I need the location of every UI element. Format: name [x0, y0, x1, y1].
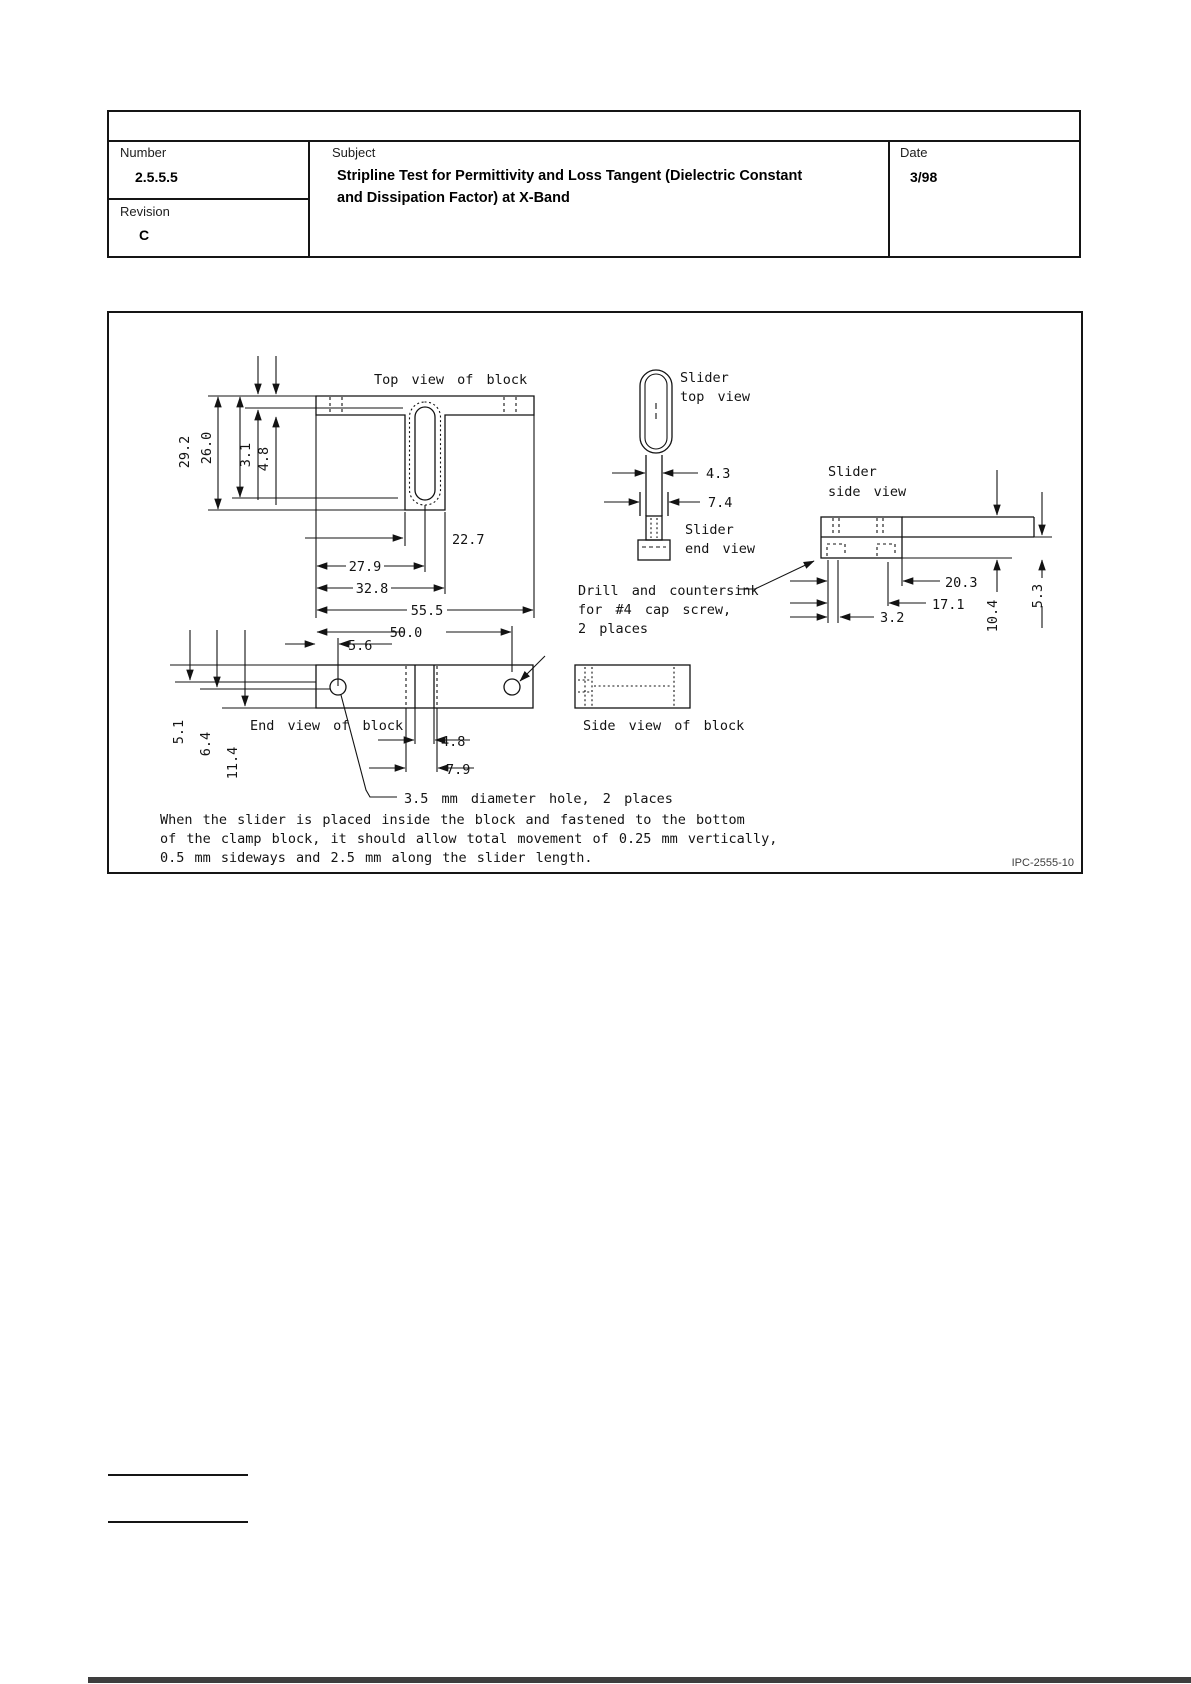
dim-29-2: 29.2 [177, 435, 193, 469]
top-view-drawing [245, 396, 534, 510]
dim-10-4: 10.4 [985, 599, 1001, 633]
countersink-note-line-3: 2 places [578, 621, 649, 637]
side-view-block-label: Side view of block [583, 718, 745, 734]
dim-6-4: 6.4 [198, 731, 214, 757]
dim-4-3: 4.3 [706, 466, 731, 482]
end-view-label: End view of block [250, 718, 404, 734]
end-view-drawing [316, 656, 545, 708]
slider-end-label-1: Slider [685, 522, 734, 538]
dim-17-1: 17.1 [932, 597, 965, 613]
subject-line-1: Stripline Test for Permittivity and Loss Tangent (Dielectric Constant [337, 168, 803, 184]
top-view-dimension-lines [208, 356, 534, 618]
slider-dimension-lines [604, 473, 700, 502]
dim-11-4: 11.4 [225, 746, 241, 780]
dim-3-1: 3.1 [238, 442, 254, 468]
dim-55-5: 55.5 [410, 603, 444, 619]
top-view-label: Top view of block [374, 372, 528, 388]
dim-5-1: 5.1 [171, 719, 187, 745]
dim-4-8-top: 4.8 [256, 446, 272, 472]
dim-7-4: 7.4 [708, 495, 733, 511]
number-label: Number [120, 145, 167, 160]
slider-top-label-2: top view [680, 389, 751, 405]
countersink-note-line-1: Drill and countersink [578, 583, 759, 599]
slider-top-label-1: Slider [680, 370, 729, 386]
subject-label: Subject [332, 145, 376, 160]
dim-7-9: 7.9 [446, 762, 471, 778]
slider-side-label-2: side view [828, 484, 907, 500]
dim-26-0: 26.0 [199, 431, 215, 465]
dim-4-8-bottom: 4.8 [441, 734, 466, 750]
dim-20-3: 20.3 [945, 575, 978, 591]
caption-line-3: 0.5 mm sideways and 2.5 mm along the slider length. [160, 850, 593, 866]
dim-50-0: 50.0 [389, 625, 423, 641]
caption-line-2: of the clamp block, it should allow total movement of 0.25 mm vertically, [160, 831, 778, 847]
hole-callout-text: 3.5 mm diameter hole, 2 places [404, 791, 673, 807]
revision-value: C [139, 227, 150, 243]
slider-side-view-drawing [821, 517, 1052, 558]
number-value: 2.5.5.5 [135, 169, 178, 185]
caption-line-1: When the slider is placed inside the block and fastened to the bottom [160, 812, 745, 828]
date-value: 3/98 [910, 169, 938, 185]
footnote-rule-1 [108, 1474, 248, 1476]
slider-top-view-drawing [638, 370, 672, 560]
side-view-block-drawing [575, 665, 690, 708]
dim-22-7: 22.7 [452, 532, 485, 548]
countersink-note-line-2: for #4 cap screw, [578, 602, 732, 618]
dim-27-9: 27.9 [348, 559, 382, 575]
dim-3-2: 3.2 [880, 610, 905, 626]
dim-5-6: 5.6 [348, 638, 373, 654]
revision-label: Revision [120, 204, 170, 219]
figure-id-label: IPC-2555-10 [1011, 857, 1074, 869]
page-bottom-scan-edge [88, 1677, 1191, 1683]
subject-line-2: and Dissipation Factor) at X-Band [337, 190, 570, 206]
slider-side-label-1: Slider [828, 464, 877, 480]
date-label: Date [900, 145, 928, 160]
slider-end-label-2: end view [685, 541, 756, 557]
dim-32-8: 32.8 [355, 581, 389, 597]
dim-5-3: 5.3 [1030, 583, 1046, 609]
footnote-rule-2 [108, 1521, 248, 1523]
